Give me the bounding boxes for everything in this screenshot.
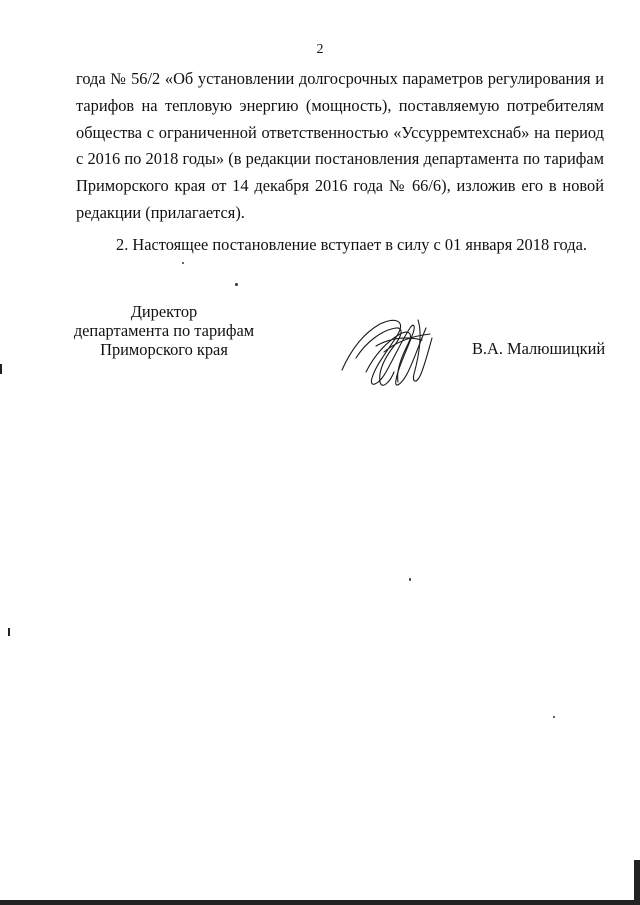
handwritten-signature: [336, 312, 444, 394]
signatory-position-line-1: Директор: [130, 302, 198, 321]
scan-edge-mark: [0, 364, 2, 374]
signatory-position-line-2: департамента по тарифам: [73, 321, 255, 340]
scan-edge-mark: [634, 860, 640, 905]
paragraph-2: 2. Настоящее постановление вступает в силу с 01 января 2018 года.: [116, 234, 587, 254]
signer-name: В.А. Малюшицкий: [472, 339, 606, 358]
document-body: [76, 66, 604, 259]
signatory-position-line-3: Приморского края: [100, 340, 228, 359]
scan-speck: [409, 578, 411, 581]
scan-speck: [553, 716, 555, 718]
scan-speck: [235, 283, 238, 286]
page-number: 2: [316, 42, 324, 57]
scan-edge-mark: [0, 900, 640, 905]
signatory-block: [60, 302, 268, 359]
scan-speck: [182, 262, 184, 264]
paragraph-continuation: года № 56/2 «Об установлении долгосрочных параметров регулирования и тарифов на тепловую энергию (мощность), поставляемую потребителям общества с ограниченной ответственностью «Уссурремтехснаб» на период с 2016 по 2018 годы» (в редакции постановления департамента по тарифам Приморского края от 14 декабря 2016 года № 66/6), изложив его в новой редакции (прилагается).: [76, 69, 604, 222]
scan-edge-mark: [8, 628, 10, 636]
